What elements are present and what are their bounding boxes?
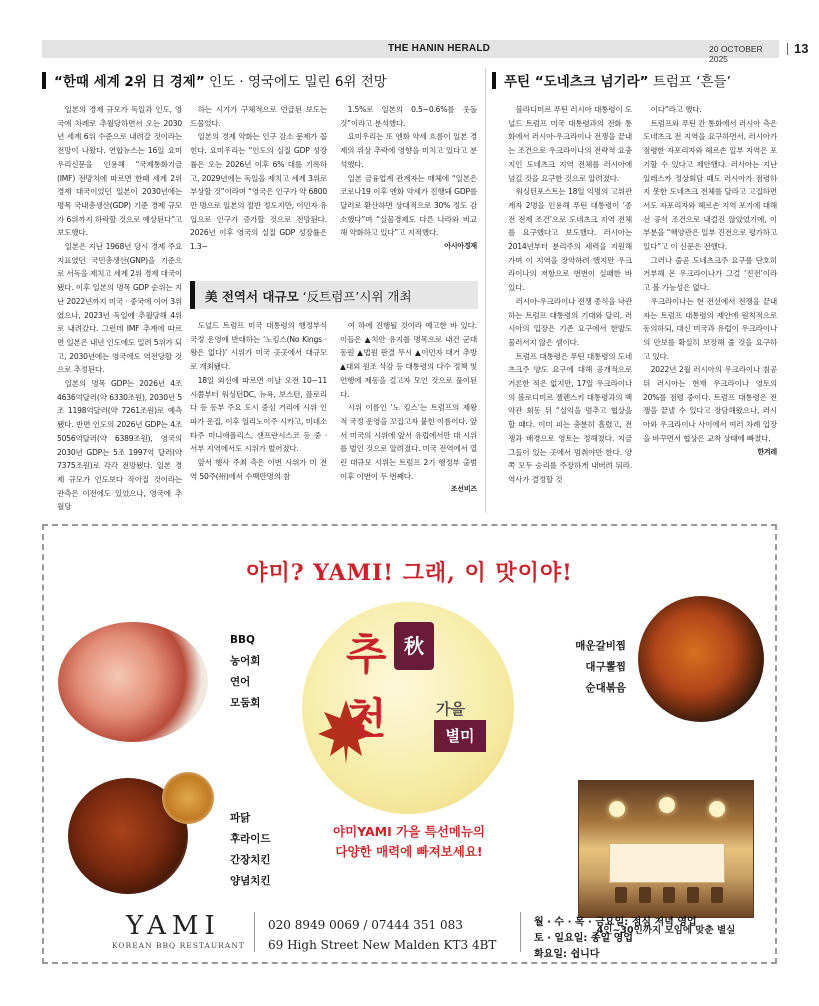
article3-byline: 조선비즈 (450, 485, 477, 494)
masthead (42, 40, 809, 64)
menu-item: 후라이드 (230, 833, 271, 845)
badge-gaeul-text: 가을 (436, 700, 465, 718)
article1-column-1 (57, 103, 182, 514)
badge-byeolmi-text: 별미 (434, 720, 486, 752)
menu-item: 대구뽈찜 (585, 661, 626, 673)
badge-chu-text: 추 (346, 630, 387, 679)
column-divider (485, 68, 486, 513)
article1-headline-bold: “한때 세계 2위 日 경제” (54, 74, 205, 90)
menu-item: 파닭 (230, 812, 251, 824)
article3-column-2 (340, 319, 477, 497)
menu-item: 순대볶음 (585, 682, 626, 694)
menu-item: 농어회 (230, 655, 261, 667)
article2-headline-light: 트럼프 ‘흔들’ (652, 74, 731, 90)
paragraph: 워싱턴포스트는 18일 익명의 고위관계자 2명을 인용해 푸틴 대통령이 ‘종전 전제 조건’으로 도네츠크 지역 전체를 요구했다고 보도했다. 러시아는 2014년부터 분리주의 세력을 지원해 가며 이 지역을 장악하려 했지만 우크라이나의 저항으로 번번이 실패한 바 있다. (508, 187, 632, 293)
article3-headline[interactable] (190, 281, 478, 309)
hours-line: 토 · 일요일: 종일 영업 (534, 933, 634, 944)
masthead-divider (787, 43, 788, 55)
menu-item: 양념치킨 (230, 875, 271, 887)
article1-column-3 (340, 103, 477, 254)
menu-list-sashimi (230, 630, 260, 714)
paragraph: 2022년 2월 러시아의 우크라이나 침공 뒤 러시아는 현재 우크라이나 영토의 20%를 점령 중이다. 트럼프 대통령은 전쟁을 끝낼 수 있다고 장담해왔으나, 러시아와 우크라이나 사이에서 여러 차례 입장을 바꾸면서 협상은 교착 상태에 빠졌다. (643, 365, 777, 443)
paragraph: 도널드 트럼프 미국 대통령의 행정부식 국정 운영에 반대하는 ‘노킹스(No Kings · 왕은 없다)’ 시위가 미국 곳곳에서 대규모로 개최됐다. (190, 321, 327, 372)
paragraph: 18일 외신에 따르면 이날 오전 10~11시쯤부터 워싱턴DC, 뉴욕, 보스턴, 플로리다 등 동부 주요 도시 중심 거리에 시위 인파가 운집, 이후 일리노이주 시카고, 미네소타주 미니애폴리스, 샌프란시스코 등 중 · 서부 지역에서도 시위가 벌어졌다. (190, 375, 327, 454)
braised-ribs-image (638, 596, 764, 722)
article2-column-1 (508, 103, 632, 487)
paragraph: 일본의 명목 GDP는 2026년 4조 4636억달러(약 6330조원), 2030년 5조 1198억달러(약 7261조원)로 예측됐다. 반면 인도의 2026년 GDP는 4조 5056억달러(약 6389조원), 영국의 2030년 GDP는 5조 1997억 달러(약 7375조원)로 각각 전망됐다. 일본 경제 규모가 인도보다 작아질 것이라는 관측은 이전에도 있었으나, 영국에 추월당 (57, 379, 182, 512)
headline-bar (492, 72, 496, 89)
contact-info (268, 915, 496, 955)
yami-logo: YAMI (126, 911, 221, 941)
paragraph: 러시아-우크라이나 전쟁 종식을 낙관하는 트럼프 대통령의 기대와 달리, 러시아의 입장은 기존 요구에서 한발도 물러서지 않은 셈이다. (508, 296, 632, 347)
phone-numbers[interactable]: 020 8949 0069 / 07444 351 083 (268, 918, 463, 932)
badge-cheon-text: 천 (346, 694, 387, 743)
private-room-caption: 4인~30인까지 모임에 맞춘 별실 (596, 925, 736, 936)
article2-byline: 한겨레 (757, 447, 777, 456)
headline-bar (42, 72, 46, 89)
paragraph: 트럼프 대통령은 푸틴 대통령의 도네츠크주 양도 요구에 대해 공개적으로 거론한 적은 없지만, 17일 우크라이나의 볼로디미르 젤렌스키 대통령과의 백악관 회동 뒤 “실익을 멈추고 협상을 할 때다. 이미 피는 충분히 흘렸고, 전쟁과 배경으로 영토는 정해졌다. 지금 그들이 있는 곳에서 멈춰야만 한다. 양쪽 모두 승리를 주장하게 내버려 둬라. 역사가 결정할 것 (508, 351, 632, 484)
ad-headline: 야미? YAMI! 그래, 이 맛이야! (246, 560, 573, 586)
article1-headline[interactable] (42, 70, 387, 90)
article3-column-1 (190, 319, 327, 483)
paragraph: 일본의 경제 약화는 인구 감소 문제가 꼽힌다. 요미우리는 “인도의 실질 GDP 성장률은 오는 2026년 이후 6% 대를 기록하고, 2029년에는 독일을 제치고 세계 3위로 부상할 것”이라며 “영국은 인구가 약 6800만 명으로 일본의 절반 정도지만, 이민자 유입으로 인구가 증가할 것으로 전망된다. 2026년 이후 영국의 실질 GDP 성장률은 1.3~ (190, 132, 327, 252)
badge-autumn-hanja: 秋 (394, 622, 434, 670)
footer-divider (520, 912, 521, 952)
menu-list-mains (546, 636, 626, 699)
sashimi-platter-image (58, 622, 208, 742)
paragraph: 일본 금융업계 관계자는 매체에 “일본은 코로나19 이후 엔화 약세가 진행돼 GDP를 달러로 환산하면 상대적으로 30% 정도 감소했다”며 “실물경제도 다른 나라와 비교해 약화하고 있다”고 지적했다. (340, 173, 477, 238)
paragraph: 우크라이나는 현 전선에서 전쟁을 끝내자는 트럼프 대통령의 제안에 원칙적으로 동의하되, 대신 미국과 유럽이 우크라이나의 안보를 확실히 보장해 줄 것을 요구하고 있다. (643, 296, 777, 361)
paragraph: 1.5%로 일본의 0.5~0.6%를 웃돌 것”이라고 분석했다. (340, 105, 477, 128)
paragraph: 요미우리는 또 엔화 약세 흐름이 일본 경제의 위상 추락에 영향을 미치고 있다고 분석했다. (340, 132, 477, 169)
menu-list-chicken (230, 808, 271, 892)
paragraph: 하는 시기가 구체적으로 언급된 보도는 드물었다. (190, 105, 327, 128)
headline-bar (190, 281, 195, 309)
page-number: 13 (794, 41, 809, 56)
article1-byline: 아시아경제 (444, 242, 477, 251)
yami-logo-subtitle: KOREAN BBQ RESTAURANT (112, 941, 245, 950)
yami-advertisement[interactable] (42, 524, 777, 964)
article2-column-2 (643, 103, 777, 459)
menu-item: 매운갈비찜 (575, 640, 626, 652)
paragraph: 이다”라고 했다. (650, 105, 702, 114)
issue-date: 20 OCTOBER 2025 (709, 44, 763, 64)
article2-headline-bold: 푸틴 “도네츠크 넘기라” (504, 74, 649, 90)
menu-item: BBQ (230, 634, 255, 646)
private-room-image (578, 780, 754, 918)
ad-promo-text (314, 822, 504, 862)
paragraph: 트럼프와 푸틴 간 통화에서 러시아 측은 도네츠크 전 지역을 요구하면서, 러시아가 점령한 자포리자와 헤르손 일부 지역은 포기할 수 있다고 제안했다. 러시아는 지난 일레스카 정상회담 때도 러시아가 점령하지 못한 도네츠크 전체를 달라고 고집하면서도 자포리자와 헤르손 지역 포기에 대해선 공식 조건으로 내걸진 않았었기에, 이 부분을 “핵양관은 일부 진전으로 평가하고 있다”고 이 신문은 전했다. (643, 118, 777, 252)
paragraph: 앞서 행사 주최 측은 이번 시위가 미 전역 50주(州)에서 수백만명의 참 (190, 458, 327, 481)
article3-headline-bold: 美 전역서 대규모 (205, 289, 299, 304)
paragraph: 시위 이름인 ‘노 킹스’는 트럼프의 제왕적 국정 운영을 꼬집고자 붙힌 이름이다. 앞서 미국의 시위에 앞서 유럽에서만 대 시위를 벌인 것으로 알려졌다. 미국 전역에서 열린 대규모 시위는 트럼프 2기 행정부 출범 이후 이번이 두 번째다. (340, 403, 477, 481)
paragraph: 그러나 줄곧 도네츠크주 요구를 단호히 거부해 온 우크라이나가 그걸 ‘진전’이라고 볼 가능성은 없다. (643, 255, 777, 293)
menu-item: 간장치킨 (230, 854, 271, 866)
article2-headline[interactable] (492, 70, 731, 90)
promo-line-2: 다양한 매력에 빠져보세요! (335, 844, 483, 859)
hours-line: 월 · 수 · 목 · 금요일: 점심 저녁 영업 (534, 917, 697, 928)
hours-line: 화요일: 쉽니다 (534, 949, 600, 960)
article1-headline-light: 인도 · 영국에도 밀린 6위 전망 (209, 74, 387, 90)
footer-divider (254, 912, 255, 952)
article1-column-2 (190, 103, 327, 254)
menu-item: 모둠회 (230, 697, 261, 709)
newspaper-title: THE HANIN HERALD (388, 43, 491, 54)
paragraph: 일본은 지난 1968년 당시 경제 주요 지표였던 국민총생산(GNP)을 기준으로 서독을 제치고 세계 2위 경제 대국이 됐다. 이후 일본의 명목 GDP 순위는 지난 2022년까지 미국 · 중국에 이어 3위였으나, 2023년 독일에 추월당해 4위로 내려갔다. 그런데 IMF 추계에 따르면 일본은 내년 인도에도 밀려 5위가 되고, 2030년에는 영국에도 역전당할 것으로 추정된다. (57, 242, 182, 375)
address: 69 High Street New Malden KT3 4BT (268, 938, 497, 952)
article3-headline-light: ‘反트럼프’시위 개최 (302, 289, 412, 304)
fries-image (162, 772, 214, 824)
promo-line-1: 야미YAMI 가을 특선메뉴의 (333, 824, 485, 839)
paragraph: 블라디미르 푸틴 러시아 대통령이 도널드 트럼프 미국 대통령과의 전화 통화에서 러시아-우크라이나 전쟁을 끝내는 조건으로 우크라이나의 전략적 요충지인 도네츠크 지역 전체를 러시아에 넘길 것을 요구한 것으로 알려졌다. (508, 105, 632, 183)
menu-item: 연어 (230, 676, 251, 688)
paragraph: 여 하에 진행될 것이라 예고한 바 있다. 이들은 ▲치안 유지를 명목으로 내건 군대 동원 ▲법원 판결 무시 ▲이민자 대거 추방 ▲대외 원조 삭감 등 대통령의 다수 정책 및 언행에 제동을 걸고자 모인 것으로 풀이된다. (340, 321, 477, 399)
opening-hours (534, 915, 697, 963)
paragraph: 일본의 경제 규모가 독일과 인도, 영국에 차례로 추월당하면서 오는 2030년 세계 6위 수준으로 내려갈 것이라는 전망이 나왔다. 연합뉴스는 16일 요미우리신문을 인용해 “국제통화기금(IMF) 전망치에 따르면 한때 세계 2위 경제 대국이었던 일본이 2030년에는 명목 국내총생산(GDP) 기준 경제 규모가 6위까지 하락할 것으로 예상된다”고 보도했다. (57, 105, 182, 238)
